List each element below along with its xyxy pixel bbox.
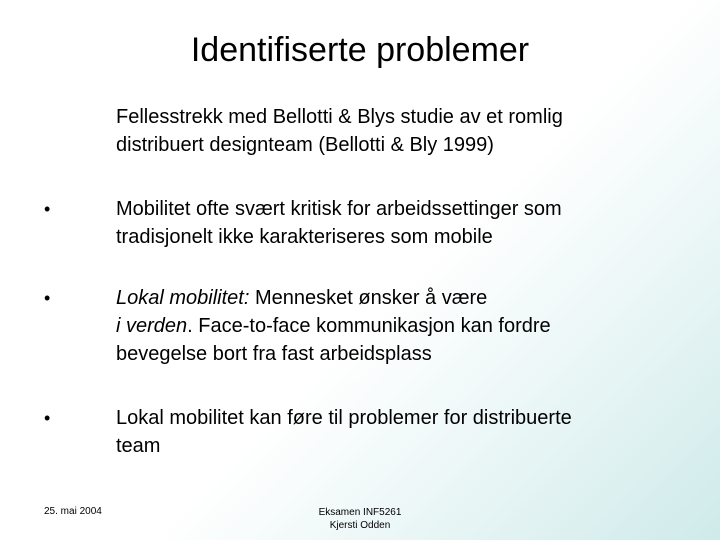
bullet-2-text-1: Mennesket ønsker å være (249, 287, 488, 309)
slide-title: Identifiserte problemer (190, 31, 530, 69)
bullet-marker-2: • (44, 288, 51, 308)
bullet-2-line-2 (116, 312, 686, 340)
footer-course: Eksamen INF5261 (318, 507, 402, 518)
bullet-2-line-1 (116, 284, 686, 312)
footer-date: 25. mai 2004 (44, 506, 102, 517)
bullet-2-text-2: . Face-to-face kommunikasjon kan fordre (187, 315, 551, 337)
bullet-1-line-1: Mobilitet ofte svært kritisk for arbeidssettinger som (116, 198, 562, 220)
bullet-item-2 (116, 284, 686, 368)
bullet-3-line-2: team (116, 435, 161, 457)
bullet-item-1 (116, 195, 686, 251)
bullet-marker-3: • (44, 408, 51, 428)
intro-line-2: distribuert designteam (Bellotti & Bly 1999) (116, 134, 494, 156)
intro-text (116, 103, 686, 159)
bullet-item-3 (116, 404, 686, 460)
intro-line-1: Fellesstrekk med Bellotti & Blys studie av et romlig (116, 106, 563, 128)
bullet-2-line-3: bevegelse bort fra fast arbeidsplass (116, 343, 432, 365)
footer-author: Kjersti Odden (329, 520, 391, 531)
footer-info (290, 506, 430, 532)
bullet-2-italic-phrase: i verden (116, 315, 188, 337)
bullet-2-italic-term: Lokal mobilitet: (116, 287, 250, 309)
bullet-3-line-1: Lokal mobilitet kan føre til problemer for distribuerte (116, 407, 572, 429)
bullet-1-line-2: tradisjonelt ikke karakteriseres som mobile (116, 226, 493, 248)
bullet-marker-1: • (44, 199, 51, 219)
